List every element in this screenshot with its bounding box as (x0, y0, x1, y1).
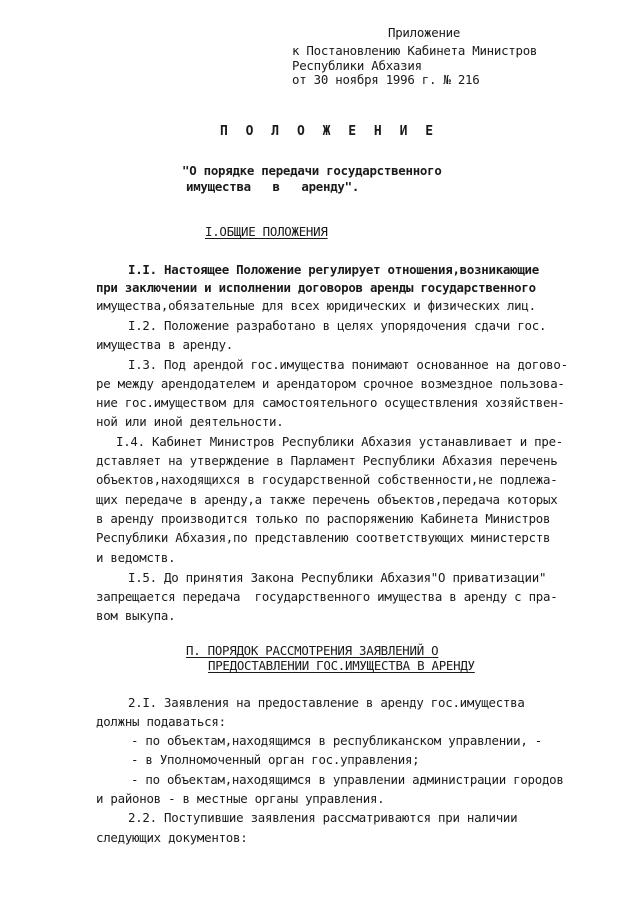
section1-line: в аренду производится только по распоряжению Кабинета Министров (96, 511, 551, 526)
section1-line: запрещается передача государственного имущества в аренду с пра- (96, 589, 558, 604)
section1-line: и ведомств. (96, 550, 176, 565)
document-subtitle-line1: "О порядке передачи государственного (182, 163, 442, 178)
appendix-reference: к Постановлению Кабинета Министров (292, 43, 538, 58)
section1-line: объектов,находящихся в государственной собственности,не подлежа- (96, 472, 558, 487)
section1-line: имущества в аренду. (96, 337, 233, 352)
section1-line: дставляет на утверждение в Парламент Республики Абхазия перечень (96, 453, 558, 468)
section2-heading-line2: ПРЕДОСТАВЛЕНИИ ГОС.ИМУЩЕСТВА В АРЕНДУ (208, 658, 475, 673)
document-subtitle-line2: имущества в аренду". (186, 179, 360, 194)
section1-line: I.3. Под арендой гос.имущества понимают основанное на догово- (128, 357, 568, 372)
section2-line: 2.2. Поступившие заявления рассматриваются при наличии (128, 810, 518, 825)
section2-line: должны подаваться: (96, 714, 226, 729)
section2-line: и районов - в местные органы управления. (96, 791, 385, 806)
section1-line: I.2. Положение разработано в целях упорядочения сдачи гос. (128, 318, 547, 333)
section1-line: ние гос.имуществом для самостоятельного осуществления хозяйствен- (96, 395, 565, 410)
appendix-label: Приложение (388, 25, 461, 40)
section1-line: I.4. Кабинет Министров Республики Абхазия устанавливает и пре- (116, 434, 564, 449)
section1-line: щих передаче в аренду,а также перечень объектов,передача которых (96, 492, 558, 507)
section1-line: ре между арендодателем и арендатором срочное возмездное пользова- (96, 376, 565, 391)
section1-line: ной или иной деятельности. (96, 414, 284, 429)
section2-line: - по объектам,находящимся в управлении администрации городов (131, 772, 564, 787)
document-title: П О Л О Ж Е Н И Е (220, 124, 439, 139)
section1-line: Республики Абхазия,по представлению соответствующих министерств (96, 530, 551, 545)
section1-line: I.5. До принятия Закона Республики Абхазия"О приватизации" (128, 570, 547, 585)
section1-line: вом выкупа. (96, 608, 176, 623)
section2-line: - по объектам,находящимся в республиканском управлении, - (131, 733, 542, 748)
section2-line: 2.I. Заявления на предоставление в аренду гос.имущества (128, 695, 525, 710)
appendix-date: от 30 ноября 1996 г. № 216 (292, 72, 480, 87)
section1-line: при заключении и исполнении договоров аренды государственного (96, 280, 536, 295)
section2-line: следующих документов: (96, 830, 248, 845)
section1-line: I.I. Настоящее Положение регулирует отношения,возникающие (128, 262, 539, 277)
section1-line: имущества,обязательные для всех юридических и физических лиц. (96, 298, 536, 313)
section2-line: - в Уполномоченный орган гос.управления; (131, 752, 420, 767)
section1-heading: I.ОБЩИЕ ПОЛОЖЕНИЯ (205, 224, 328, 239)
section2-heading-line1: П. ПОРЯДОК РАССМОТРЕНИЯ ЗАЯВЛЕНИЙ О (186, 643, 439, 658)
appendix-republic: Республики Абхазия (292, 58, 422, 73)
